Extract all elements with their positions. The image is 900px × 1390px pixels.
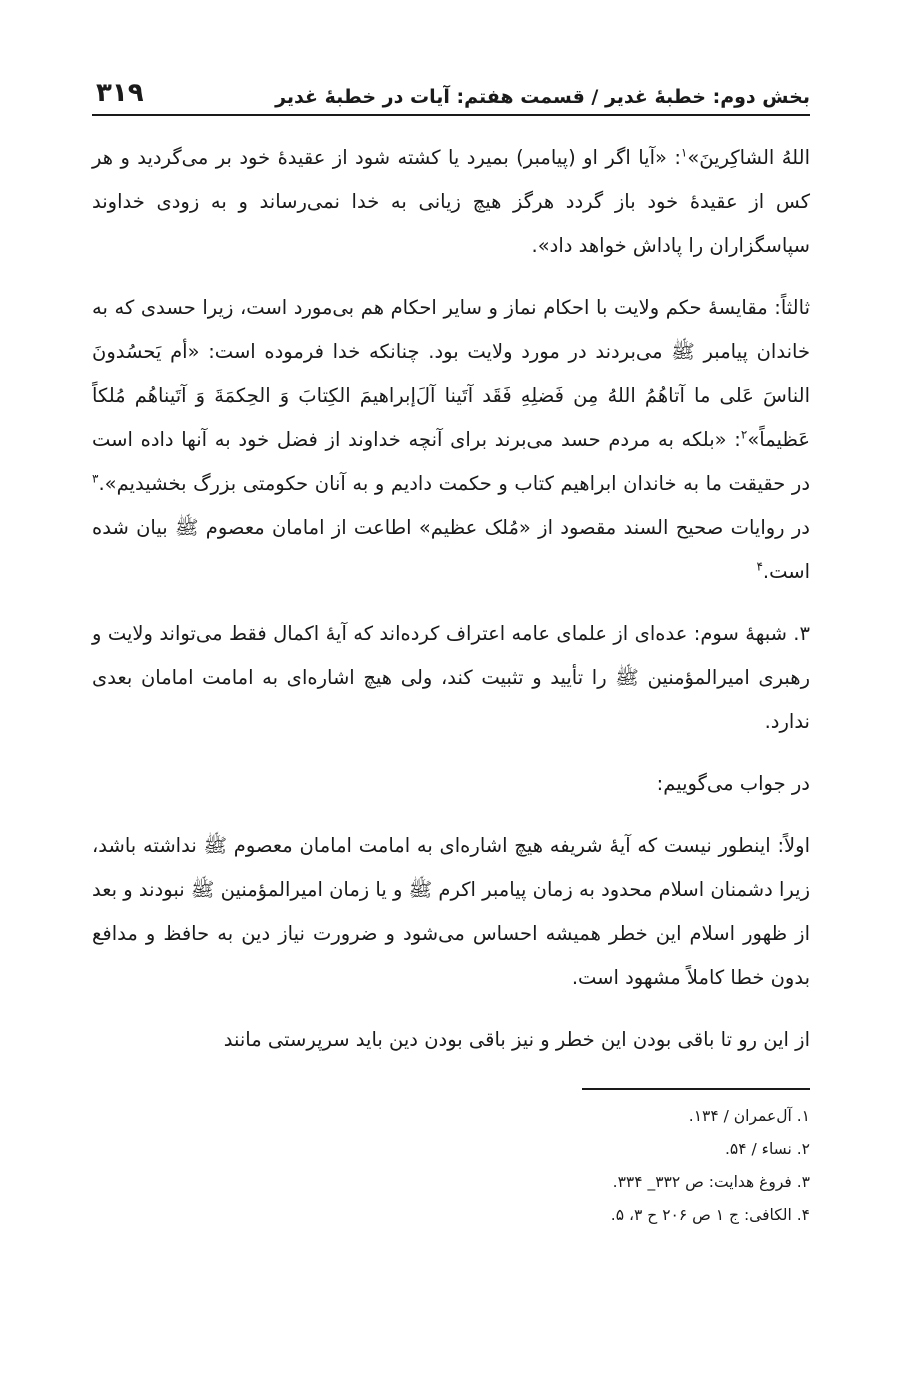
paragraph-text: : «بلکه به مردم حسد می‌برند برای آنچه خداوند از فضل خود به آنها داده است در حقیقت ما به خاندان ابراهیم کتاب و حکمت دادیم و به آنان حکومتی بزرگ بخشیدیم». [92,428,810,495]
footnote-ref: ۴ [756,559,763,574]
footnote: ۱. آل‌عمران / ۱۳۴. [688,1107,810,1125]
paragraph [92,1018,810,1062]
paragraph [92,612,810,744]
paragraph-text: ۳. شبههٔ سوم: عده‌ای از علمای عامه اعتراف کرده‌اند که آیهٔ اکمال فقط می‌تواند ولایت و رهبری امیرالمؤمنین ﷺ را تأیید و تثبیت کند، ولی هیچ اشاره‌ای به امامت امامان بعدی ندارد. [92,622,810,733]
footnote: ۲. نساء / ۵۴. [724,1140,810,1158]
footnote-ref: ۱ [680,145,688,160]
paragraph-text: : «آیا اگر او (پیامبر) بمیرد یا کشته شود از عقیدهٔ خود بر می‌گردید و هر کس از عقیدهٔ خود باز گردد هرگز هیچ زیانی به خدا نمی‌رساند و به زودی خداوند سپاسگزاران را پاداش خواهد داد». [92,146,810,257]
paragraph-text: اللهُ الشاکِرینَ» [687,146,810,169]
page-header [92,60,810,116]
page-number: ۳۱۹ [96,78,144,108]
footnote-divider [582,1088,810,1090]
paragraph-text: در روایات صحیح السند مقصود از «مُلک عظیم» اطاعت از امامان معصوم ﷺ بیان شده است. [92,516,810,583]
running-title: بخش دوم: خطبهٔ غدیر / قسمت هفتم: آیات در خطبهٔ غدیر [275,86,810,108]
footnote: ۴. الکافی: ج ۱ ص ۲۰۶ ح ۳، ۵. [610,1206,810,1224]
paragraph-text: از این رو تا باقی بودن این خطر و نیز باقی بودن دین باید سرپرستی مانند [223,1028,810,1051]
paragraph [92,136,810,268]
paragraph-text: ثالثاً: مقایسهٔ حکم ولایت با احکام نماز و سایر احکام هم بی‌مورد است، زیرا حسدی که به خاندان پیامبر ﷺ می‌بردند در مورد ولایت بود. چنانکه خدا فرموده است: «أم یَحسُدونَ الناسَ عَلی ما آتاهُمُ اللهُ مِن فَضلِهِ فَقَد آتَینا آلَ‌إبراهیمَ الکِتابَ وَ الحِکمَةَ وَ آتَیناهُم مُلکاً عَظیماً» [92,296,810,451]
paragraph-text: در جواب می‌گوییم: [656,772,810,795]
paragraph [92,762,810,806]
footnotes [92,1100,810,1232]
footnote-ref: ۳ [92,471,99,486]
book-page [92,60,810,1232]
paragraph [92,824,810,1000]
paragraph [92,286,810,594]
body-text [92,136,810,1062]
footnote: ۳. فروغ هدایت: ص ۳۳۲_ ۳۳۴. [612,1173,810,1191]
paragraph-text: اولاً: اینطور نیست که آیهٔ شریفه هیچ اشاره‌ای به امامت امامان معصوم ﷺ نداشته باشد، زیرا دشمنان اسلام محدود به زمان پیامبر اکرم ﷺ و یا زمان امیرالمؤمنین ﷺ نبودند و بعد از ظهور اسلام این خطر همیشه احساس می‌شود و ضرورت نیاز دین به حافظ و مدافع بدون خطا کاملاً مشهود است. [92,834,810,989]
footnote-ref: ۲ [740,427,748,442]
